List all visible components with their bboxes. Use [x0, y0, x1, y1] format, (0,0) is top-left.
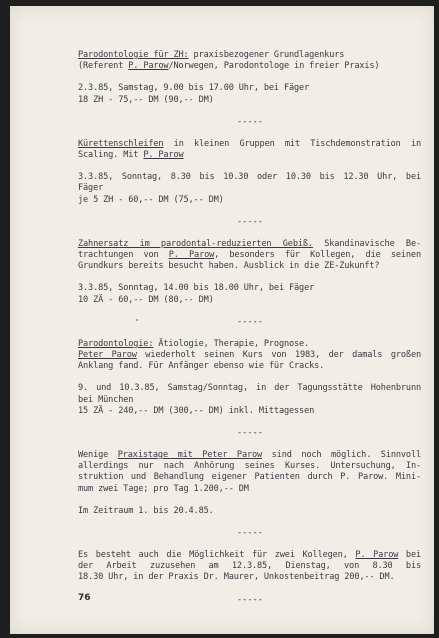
spacer	[78, 517, 421, 528]
text-line	[78, 139, 421, 150]
spacer	[78, 228, 421, 239]
spacer	[78, 128, 421, 139]
text-line: der Arbeit zuzusehen am 12.3.85, Dienstag, von 8.30 bis	[78, 561, 421, 572]
course-price: mum zwei Tage; pro Tag 1.200,-- DM	[78, 483, 249, 494]
spacer	[78, 272, 421, 283]
paper-speck	[136, 319, 138, 321]
course-price: 10 ZÄ - 60,-- DM (80,-- DM)	[78, 294, 214, 305]
course-price: 15 ZÄ - 240,-- DM (300,-- DM) inkl. Mittagessen	[78, 405, 315, 416]
spacer	[78, 584, 421, 595]
course-title: Parodontologie:	[78, 338, 154, 349]
text-line: Anklang fand. Für Anfänger ebenso wie für Cracks.	[78, 361, 325, 372]
referent-name: Peter Parow	[78, 350, 137, 361]
course-title: Parodontologie für ZH:	[78, 50, 189, 60]
page-number: 76	[78, 593, 91, 603]
text-line: Grundkurs bereits besucht haben. Ausblick in die ZE-Zukunft?	[78, 261, 380, 272]
text-fragment: sind noch möglich. Sinnvoll	[262, 450, 421, 461]
course-date: 2.3.85, Samstag, 9.00 bis 17.00 Uhr, bei Fäger	[78, 83, 310, 94]
text-line	[78, 250, 421, 261]
spacer	[78, 372, 421, 383]
text-fragment: Ätiologie, Therapie, Prognose.	[153, 338, 310, 349]
text-fragment: bei	[398, 550, 421, 561]
page-content	[78, 50, 421, 606]
course-title: Kürettenschleifen	[78, 138, 164, 149]
spacer	[78, 161, 421, 172]
text-line	[78, 150, 421, 161]
course-price: je 5 ZH - 60,-- DM (75,-- DM)	[78, 194, 224, 205]
text-fragment: (Referent	[78, 61, 129, 72]
text-line	[78, 350, 421, 361]
text-fragment: Skandinavische Be-	[312, 238, 421, 249]
spacer	[78, 206, 421, 217]
course-kuerettenschleifen	[78, 139, 421, 206]
course-title: Praxistage mit Peter Parow	[117, 450, 263, 461]
course-location: Fäger	[78, 183, 104, 194]
text-fragment: Es besteht auch die Möglichkeit für zwei Kollegen,	[78, 550, 356, 561]
document-page	[10, 6, 434, 634]
separator: -----	[237, 428, 263, 439]
spacer	[78, 306, 421, 317]
text-fragment: , besonders für Kollegen, die seinen	[214, 250, 421, 261]
separator: -----	[237, 316, 263, 327]
hospitation	[78, 550, 421, 584]
course-date: 3.3.85, Sonntag, 14.00 bis 18.00 Uhr, bei Fäger	[78, 283, 315, 294]
course-subtitle: praxisbezogener Grundlagenkurs	[188, 50, 345, 60]
spacer	[78, 328, 421, 339]
text-line: 18.30 Uhr, in der Praxis Dr. Maurer, Unkostenbeitrag 200,-- DM.	[78, 572, 395, 583]
text-fragment: Scaling. Mit	[78, 150, 144, 161]
text-line	[78, 339, 421, 350]
text-line: struktion und Behandlung eigener Patienten durch P. Parow. Mini-	[78, 472, 421, 483]
course-price: 18 ZH - 75,-- DM (90,-- DM)	[78, 94, 214, 105]
referent-name: P. Parow	[355, 550, 399, 561]
text-line	[78, 50, 421, 61]
course-parodontologie-aetiologie	[78, 339, 421, 417]
spacer	[78, 439, 421, 450]
text-line	[78, 61, 421, 72]
course-zahnersatz	[78, 239, 421, 306]
course-parodontologie-zh	[78, 50, 421, 106]
text-fragment: /Norwegen, Parodontologe in freier Praxis)	[168, 61, 380, 72]
text-line	[78, 239, 421, 250]
spacer	[78, 106, 421, 117]
spacer	[78, 539, 421, 550]
spacer	[78, 495, 421, 506]
spacer	[78, 417, 421, 428]
course-location: bei München	[78, 394, 134, 405]
text-fragment: Wenige	[78, 450, 118, 461]
separator: -----	[237, 116, 263, 127]
text-line	[78, 450, 421, 461]
text-fragment: trachtungen von	[78, 250, 169, 261]
course-title: Zahnersatz im parodontal-reduzierten Gebiß.	[78, 238, 313, 249]
separator: -----	[237, 594, 263, 605]
separator: -----	[237, 216, 263, 227]
praxistage	[78, 450, 421, 517]
text-fragment: wiederholt seinen Kurs von 1983, der damals großen	[136, 350, 421, 361]
referent-name: P. Parow	[168, 250, 215, 261]
course-date: 3.3.85, Sonntag, 8.30 bis 10.30 oder 10.30 bis 12.30 Uhr, bei	[78, 172, 421, 183]
referent-name: P. Parow	[143, 150, 184, 161]
text-line	[78, 550, 421, 561]
course-date: Im Zeitraum 1. bis 20.4.85.	[78, 505, 214, 516]
text-line: allerdings nur nach Anhörung seines Kurses. Untersuchung, In-	[78, 461, 421, 472]
course-date: 9. und 10.3.85, Samstag/Sonntag, in der Tagungsstätte Hohenbrunn	[78, 383, 421, 394]
spacer	[78, 72, 421, 83]
text-fragment: in kleinen Gruppen mit Tischdemonstration in	[163, 138, 421, 149]
separator: -----	[237, 528, 263, 539]
referent-name: P. Parow	[128, 61, 169, 72]
